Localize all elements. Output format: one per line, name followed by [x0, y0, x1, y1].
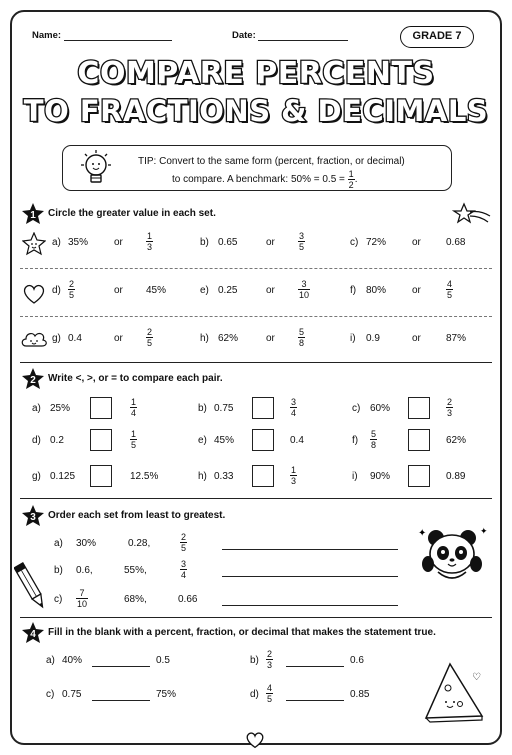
value-a[interactable]: 0.65: [218, 237, 238, 248]
order-value: 0.66: [178, 594, 198, 605]
answer-box[interactable]: [408, 465, 430, 487]
grade-badge: GRADE 7: [400, 26, 474, 48]
item-label: c): [46, 689, 55, 700]
answer-line[interactable]: [222, 549, 398, 550]
item-label: g): [52, 333, 61, 344]
value-a: 0.2: [50, 435, 64, 446]
item-label: a): [46, 655, 55, 666]
fraction: $\frac{1}{3}$: [147, 231, 153, 252]
divider: [20, 268, 492, 269]
panda-icon: [412, 522, 492, 592]
blank-line[interactable]: [286, 666, 344, 667]
divider: [20, 617, 492, 618]
value-a[interactable]: 62%: [218, 333, 239, 344]
fraction: $\frac{7}{10}$: [77, 588, 88, 609]
value-a: 0.33: [214, 471, 234, 482]
item-label: d): [52, 285, 61, 296]
or-label: or: [114, 285, 123, 296]
date-field[interactable]: Date:: [232, 30, 348, 41]
divider: [20, 362, 492, 363]
value-b[interactable]: [298, 327, 305, 348]
fraction: $\frac{4}{5}$: [267, 683, 273, 704]
section-4-badge: [22, 622, 44, 644]
item-label: c): [54, 594, 63, 605]
blank-line[interactable]: [92, 700, 150, 701]
divider: [20, 498, 492, 499]
answer-line[interactable]: [222, 576, 398, 577]
or-label: or: [412, 333, 421, 344]
shooting-star-icon: [452, 198, 492, 228]
answer-box[interactable]: [252, 397, 274, 419]
value-a[interactable]: 0.4: [68, 333, 82, 344]
cloud-face-icon: [20, 328, 48, 350]
cheese-slice-icon: [420, 660, 486, 726]
or-label: or: [266, 237, 275, 248]
order-value: 0.28,: [128, 538, 151, 549]
answer-box[interactable]: [90, 465, 112, 487]
section-2-badge: [22, 368, 44, 390]
item-label: b): [198, 403, 207, 414]
item-label: f): [352, 435, 359, 446]
svg-text:♡: ♡: [472, 672, 481, 683]
item-label: a): [52, 237, 61, 248]
svg-text:3: 3: [30, 512, 36, 523]
value-a[interactable]: 72%: [366, 237, 387, 248]
fraction: $\frac{2}{5}$: [147, 327, 153, 348]
svg-text:4: 4: [30, 629, 36, 640]
or-label: or: [114, 333, 123, 344]
answer-box[interactable]: [408, 397, 430, 419]
item-label: g): [32, 471, 41, 482]
fraction: $\frac{2}{3}$: [267, 649, 273, 670]
value-b: 0.6: [350, 655, 364, 666]
tip-line1: TIP: Convert to the same form (percent, fraction, or decimal): [138, 156, 405, 167]
item-label: e): [198, 435, 207, 446]
page-title-line2: TO FRACTIONS & DECIMALS: [23, 94, 489, 128]
fraction: $\frac{3}{5}$: [299, 231, 305, 252]
value-b[interactable]: 45%: [146, 285, 167, 296]
order-value: 0.6,: [76, 565, 93, 576]
value-b: 12.5%: [130, 471, 159, 482]
value-a[interactable]: 0.9: [366, 333, 380, 344]
value-a[interactable]: [68, 279, 75, 300]
item-label: b): [54, 565, 63, 576]
fraction: $\frac{3}{4}$: [181, 559, 187, 580]
value-a: [370, 429, 377, 450]
or-label: or: [412, 285, 421, 296]
name-field[interactable]: Name:: [32, 30, 172, 41]
item-label: a): [54, 538, 63, 549]
svg-text:1: 1: [30, 210, 36, 221]
section-3-badge: [22, 505, 44, 527]
tip-fraction: $\frac{1}{2}$: [348, 169, 354, 190]
fraction: $\frac{2}{5}$: [181, 532, 187, 553]
pencil-icon: [14, 558, 48, 616]
svg-text:✦: ✦: [418, 528, 427, 539]
value-b[interactable]: [146, 231, 153, 252]
or-label: or: [114, 237, 123, 248]
item-label: d): [32, 435, 41, 446]
or-label: or: [266, 333, 275, 344]
value-b: [290, 465, 297, 486]
item-label: h): [200, 333, 209, 344]
fraction: $\frac{2}{5}$: [69, 279, 75, 300]
value-a[interactable]: 35%: [68, 237, 89, 248]
item-label: c): [352, 403, 361, 414]
item-label: f): [350, 285, 357, 296]
value-b: 62%: [446, 435, 467, 446]
or-label: or: [266, 285, 275, 296]
fraction: $\frac{3}{4}$: [291, 397, 297, 418]
section-4-title: Fill in the blank with a percent, fraction, or decimal that makes the statement true.: [48, 627, 436, 638]
value-b: 0.89: [446, 471, 466, 482]
answer-box[interactable]: [90, 397, 112, 419]
value-a: [266, 649, 273, 670]
fraction: $\frac{4}{5}$: [447, 279, 453, 300]
value-b: [130, 429, 137, 450]
value-a: 0.75: [62, 689, 82, 700]
item-label: e): [200, 285, 209, 296]
value-a: [266, 683, 273, 704]
answer-box[interactable]: [252, 429, 274, 451]
item-label: i): [350, 333, 356, 344]
value-b[interactable]: [446, 279, 453, 300]
value-b: 75%: [156, 689, 177, 700]
value-b: 0.5: [156, 655, 170, 666]
order-value: 68%,: [124, 594, 147, 605]
value-b: 0.4: [290, 435, 304, 446]
order-value: 55%,: [124, 565, 147, 576]
value-b[interactable]: 0.68: [446, 237, 466, 248]
value-a: 0.125: [50, 471, 76, 482]
blank-line[interactable]: [286, 700, 344, 701]
value-a: 45%: [214, 435, 235, 446]
item-label: i): [352, 471, 358, 482]
answer-line[interactable]: [222, 605, 398, 606]
section-3-title: Order each set from least to greatest.: [48, 510, 226, 521]
value-b: [446, 397, 453, 418]
answer-box[interactable]: [252, 465, 274, 487]
item-label: a): [32, 403, 41, 414]
section-1-badge: [22, 203, 44, 225]
or-label: or: [412, 237, 421, 248]
star-face-icon: [22, 232, 46, 256]
section-1-title: Circle the greater value in each set.: [48, 208, 216, 219]
tip-line2: to compare. A benchmark: 50% = 0.5 =: [172, 174, 345, 186]
fraction: $\frac{5}{8}$: [371, 429, 377, 450]
value-b[interactable]: 87%: [446, 333, 467, 344]
blank-line[interactable]: [92, 666, 150, 667]
svg-text:2: 2: [30, 375, 36, 386]
order-value: [76, 588, 88, 609]
fraction: $\frac{5}{8}$: [299, 327, 305, 348]
fraction: $\frac{2}{3}$: [447, 397, 453, 418]
value-b: 0.85: [350, 689, 370, 700]
answer-box[interactable]: [90, 429, 112, 451]
value-a[interactable]: 0.25: [218, 285, 238, 296]
fraction: $\frac{1}{5}$: [131, 429, 137, 450]
value-b[interactable]: [298, 279, 310, 300]
value-a: 40%: [62, 655, 83, 666]
value-b: [130, 397, 137, 418]
section-2-title: Write <, >, or = to compare each pair.: [48, 373, 223, 384]
heart-icon: [22, 283, 46, 305]
value-a: 25%: [50, 403, 71, 414]
value-a: 0.75: [214, 403, 234, 414]
lightbulb-icon: [73, 148, 119, 190]
item-label: d): [250, 689, 259, 700]
item-label: b): [250, 655, 259, 666]
order-value: [180, 532, 187, 553]
heart-icon: [244, 731, 266, 749]
answer-box[interactable]: [408, 429, 430, 451]
order-value: 30%: [76, 538, 97, 549]
page-title-line1: COMPARE PERCENTS: [77, 56, 435, 91]
fraction: $\frac{1}{4}$: [131, 397, 137, 418]
item-label: b): [200, 237, 209, 248]
value-a: 60%: [370, 403, 391, 414]
item-label: h): [198, 471, 207, 482]
divider: [20, 316, 492, 317]
fraction: $\frac{3}{10}$: [299, 279, 310, 300]
item-label: c): [350, 237, 359, 248]
value-b[interactable]: [298, 231, 305, 252]
order-value: [180, 559, 187, 580]
value-b[interactable]: [146, 327, 153, 348]
value-b: [290, 397, 297, 418]
value-a[interactable]: 80%: [366, 285, 387, 296]
svg-text:✦: ✦: [480, 527, 488, 537]
value-a: 90%: [370, 471, 391, 482]
fraction: $\frac{1}{3}$: [291, 465, 297, 486]
tip-box: TIP: Convert to the same form (percent, fraction, or decimal) to compare. A benchmark: 50% = 0.5 = $\frac{1}{2}$ .: [62, 145, 452, 191]
